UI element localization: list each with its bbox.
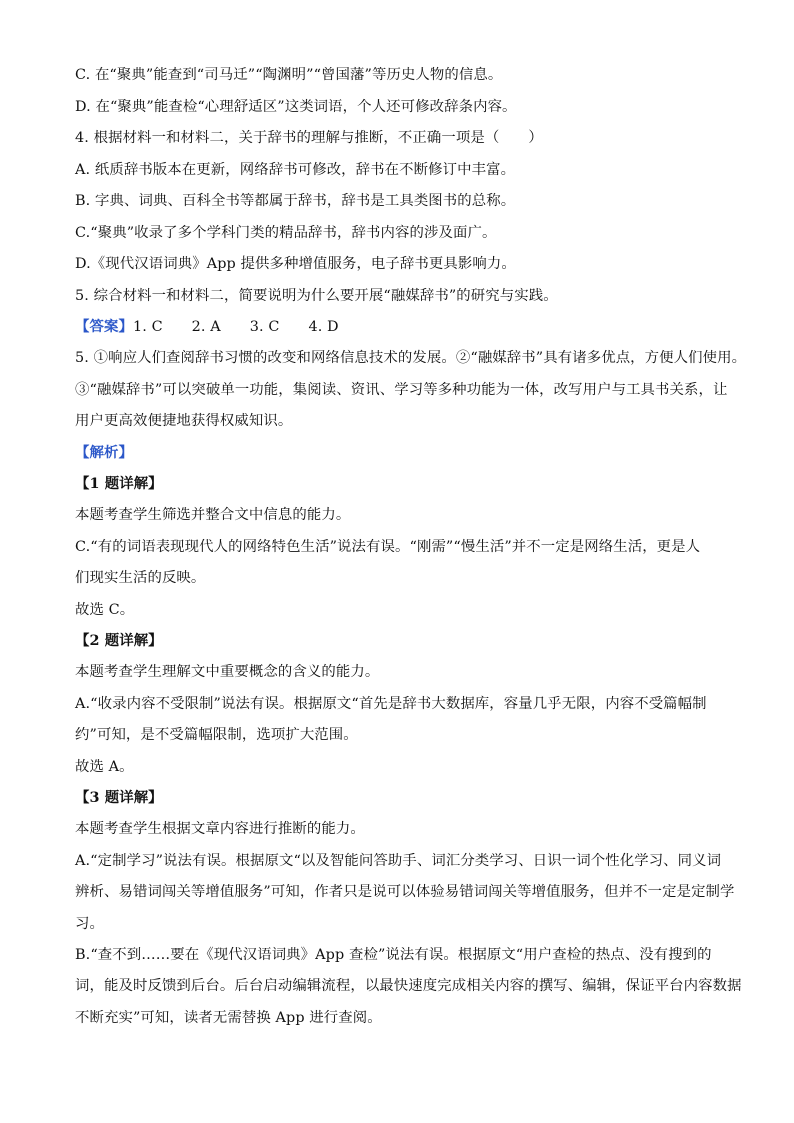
question-5: 5. 综合材料一和材料二，简要说明为什么要开展“融媒辞书”的研究与实践。 [75, 288, 558, 304]
answer-5-line-2: ③“融媒辞书”可以突破单一功能，集阅读、资讯、学习等多种功能为一体，改写用户与工具书关系，让 [75, 382, 728, 398]
answer-5-line-3: 用户更高效便捷地获得权威知识。 [75, 413, 293, 429]
answer-text: 1. C 2. A 3. C 4. D [132, 319, 339, 335]
detail-3-line-5: B.“查不到……要在《现代汉语词典》App 查检”说法有误。根据原文“用户查检的热点、没有搜到的 [75, 947, 712, 963]
detail-3-line-3: 辨析、易错词闯关等增值服务”可知，作者只是说可以体验易错词闯关等增值服务，但并不一定是定制学 [75, 884, 735, 900]
detail-2-line-1: 本题考查学生理解文中重要概念的含义的能力。 [75, 664, 380, 680]
answer-5-line-1: 5. ①响应人们查阅辞书习惯的改变和网络信息技术的发展。②“融媒辞书”具有诸多优点，方便人们使用。 [75, 350, 747, 366]
detail-3-line-7: 不断充实”可知，读者无需替换 App 进行查阅。 [75, 1010, 382, 1026]
detail-1-line-2: C.“有的词语表现现代人的网络特色生活”说法有误。“刚需”“慢生活”并不一定是网络生活，更是人 [75, 539, 701, 555]
detail-1-line-3: 们现实生活的反映。 [75, 570, 206, 586]
question-4: 4. 根据材料一和材料二，关于辞书的理解与推断，不正确一项是（ ） [75, 130, 543, 146]
detail-2-line-3: 约”可知，是不受篇幅限制，选项扩大范围。 [75, 727, 358, 743]
option-d-q4: D.《现代汉语词典》App 提供多种增值服务，电子辞书更具影响力。 [75, 256, 516, 272]
answer-label: 【答案】 [75, 318, 133, 335]
detail-3-line-4: 习。 [75, 916, 104, 932]
detail-3-line-6: 词，能及时反馈到后台。后台启动编辑流程，以最快速度完成相关内容的撰写、编辑，保证平台内容数据 [75, 978, 742, 994]
analysis-label: 【解析】 [75, 444, 133, 461]
detail-header-1: 【1 题详解】 [75, 475, 163, 492]
detail-header-2: 【2 题详解】 [75, 632, 163, 649]
answer-line [75, 318, 339, 336]
option-b-q4: B. 字典、词典、百科全书等都属于辞书，辞书是工具类图书的总称。 [75, 193, 516, 209]
option-d-q3: D. 在“聚典”能查检“心理舒适区”这类词语，个人还可修改辞条内容。 [75, 99, 517, 115]
detail-1-choice: 故选 C。 [75, 602, 135, 618]
option-a-q4: A. 纸质辞书版本在更新，网络辞书可修改，辞书在不断修订中丰富。 [75, 162, 516, 178]
detail-2-choice: 故选 A。 [75, 759, 134, 775]
detail-3-line-1: 本题考查学生根据文章内容进行推断的能力。 [75, 821, 365, 837]
detail-3-line-2: A.“定制学习”说法有误。根据原文“以及智能问答助手、词汇分类学习、日识一词个性化学习、同义词 [75, 853, 722, 869]
detail-header-3: 【3 题详解】 [75, 789, 163, 806]
option-c-q3: C. 在“聚典”能查到“司马迁”“陶渊明”“曾国藩”等历史人物的信息。 [75, 67, 503, 83]
detail-1-line-1: 本题考查学生筛选并整合文中信息的能力。 [75, 507, 351, 523]
detail-2-line-2: A.“收录内容不受限制”说法有误。根据原文“首先是辞书大数据库，容量几乎无限，内容不受篇幅制 [75, 696, 707, 712]
option-c-q4: C.“聚典”收录了多个学科门类的精品辞书，辞书内容的涉及面广。 [75, 225, 497, 241]
